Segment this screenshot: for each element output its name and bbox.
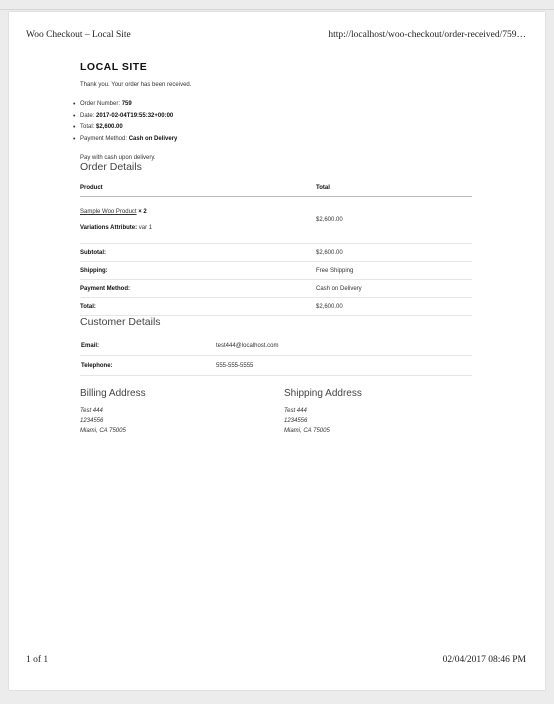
shipping-address-heading: Shipping Address: [284, 388, 362, 399]
billing-address: [80, 388, 260, 436]
order-number-label: Order Number:: [80, 101, 121, 107]
print-footer-page-count: 1 of 1: [26, 655, 49, 665]
payment-instructions: Pay with cash upon delivery.: [80, 155, 156, 161]
order-overview: [80, 99, 472, 145]
order-total-value: $2,600.00: [96, 124, 123, 130]
order-total-item: [80, 122, 472, 134]
order-details-header-row: [80, 182, 472, 197]
order-payment-item: [80, 134, 472, 146]
telephone-label: Telephone:: [80, 356, 215, 376]
thank-you-message: Thank you. Your order has been received.: [80, 82, 192, 88]
billing-address-line: Miami, CA 75005: [80, 428, 126, 434]
order-payment-label: Payment Method:: [80, 135, 128, 142]
variation-label: Variations Attribute:: [80, 225, 138, 231]
shipping-address-line: Miami, CA 75005: [284, 428, 330, 434]
order-date-item: [80, 111, 472, 123]
total-label: Total:: [80, 298, 316, 316]
shipping-label: Shipping:: [80, 262, 316, 280]
subtotal-label: Subtotal:: [80, 244, 316, 262]
shipping-address-line: 1234556: [284, 418, 308, 424]
order-number-value: 759: [121, 101, 132, 107]
telephone-row: [80, 356, 472, 376]
email-row: [80, 336, 472, 356]
product-column-header: Product: [80, 182, 316, 197]
billing-address-heading: Billing Address: [80, 388, 146, 399]
print-header-title: Woo Checkout – Local Site: [26, 30, 131, 40]
order-details-heading: Order Details: [80, 161, 142, 173]
customer-details-heading: Customer Details: [80, 316, 161, 328]
shipping-row: [80, 262, 472, 280]
order-payment-value: Cash on Delivery: [128, 135, 178, 142]
site-title: LOCAL SITE: [80, 61, 148, 73]
subtotal-row: [80, 244, 472, 262]
product-link[interactable]: Sample Woo Product: [80, 209, 137, 215]
print-header-url: http://localhost/woo-checkout/order-received/759…: [328, 30, 526, 40]
payment-method-row: [80, 280, 472, 298]
order-date-label: Date:: [80, 112, 95, 119]
shipping-address: [284, 388, 464, 436]
print-preview-toolbar: [0, 0, 554, 10]
print-footer-datetime: 02/04/2017 08:46 PM: [442, 655, 526, 665]
product-quantity: × 2: [138, 209, 147, 215]
order-item-row: [80, 197, 472, 244]
order-details-table: [80, 182, 472, 316]
total-value: $2,600.00: [316, 298, 472, 316]
variation-value: var 1: [138, 225, 153, 231]
order-item-cell: [80, 197, 316, 244]
email-label: Email:: [80, 336, 215, 356]
order-item-total: $2,600.00: [316, 197, 472, 244]
order-number-item: [80, 99, 472, 111]
billing-address-line: Test 444: [80, 408, 103, 414]
addresses: [80, 388, 472, 448]
email-value: test444@localhost.com: [215, 336, 472, 356]
billing-address-line: 1234556: [80, 418, 104, 424]
shipping-value: Free Shipping: [316, 262, 472, 280]
order-received-content: [80, 61, 472, 448]
total-column-header: Total: [316, 182, 472, 197]
order-date-value: 2017-02-04T19:55:32+00:00: [96, 112, 174, 119]
total-row: [80, 298, 472, 316]
telephone-value: 555-555-5555: [215, 356, 472, 376]
payment-method-value: Cash on Delivery: [316, 280, 472, 298]
customer-details-table: [80, 336, 472, 376]
payment-method-label: Payment Method:: [80, 280, 316, 298]
order-total-label: Total:: [80, 124, 95, 130]
subtotal-value: $2,600.00: [316, 244, 472, 262]
shipping-address-line: Test 444: [284, 408, 307, 414]
